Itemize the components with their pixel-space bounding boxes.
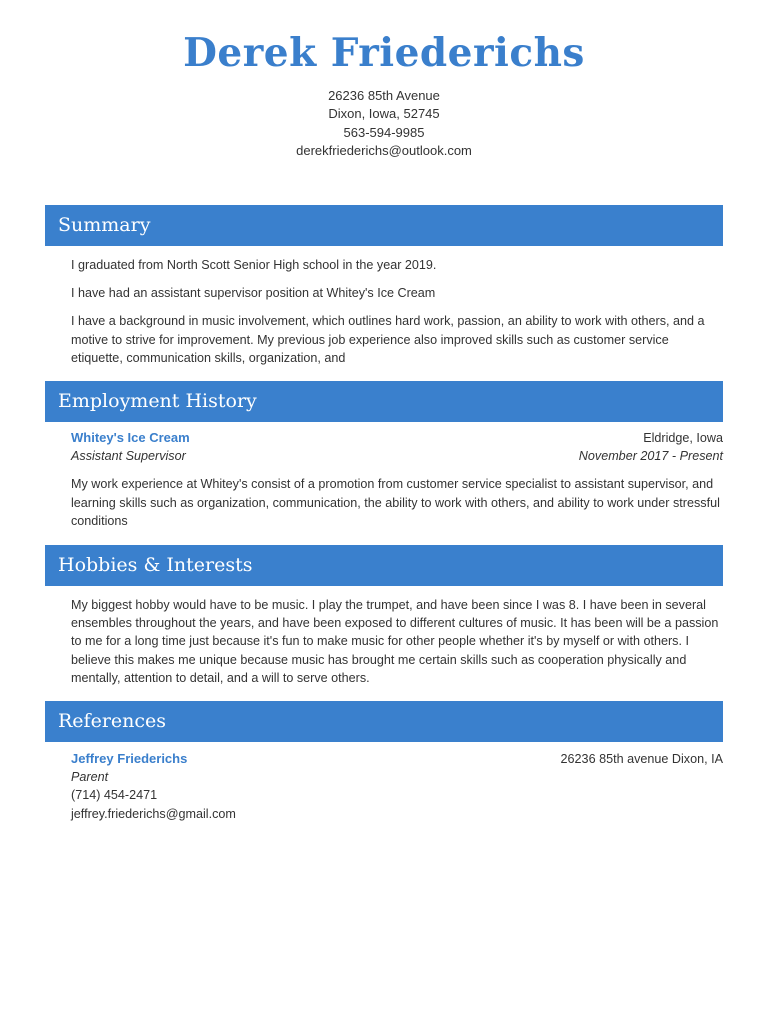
contact-block [0,87,768,160]
hobbies-content [71,596,723,697]
job-dates: November 2017 - Present [578,449,723,463]
candidate-name: Derek Friederichs [183,30,585,76]
reference-email: jeffrey.friederichs@gmail.com [71,806,236,821]
reference-phone: (714) 454-2471 [71,788,158,803]
reference-address: 26236 85th avenue Dixon, IA [560,752,723,766]
reference-name: Jeffrey Friederichs [71,751,188,766]
summary-paragraph: I have had an assistant supervisor position at Whitey's Ice Cream [71,286,436,301]
employment-entry [71,429,723,540]
references-heading: References [45,701,723,742]
contact-address: 26236 85th Avenue [328,88,440,103]
contact-email: derekfriederichs@outlook.com [296,142,472,158]
hobbies-heading: Hobbies & Interests [45,545,723,586]
summary-paragraph: I graduated from North Scott Senior High school in the year 2019. [71,258,437,272]
contact-phone: 563-594-9985 [343,124,425,140]
employment-heading: Employment History [45,381,723,422]
reference-relation: Parent [71,770,109,785]
summary-content [71,256,723,377]
reference-entry [71,750,723,823]
job-employer: Whitey's Ice Cream [71,430,190,445]
job-description: My work experience at Whitey's consist of a promotion from customer service specialist to assistant supervisor, and learning skills such as organization, communication, the ability to work with others, and ability to work under stressful conditions [71,477,720,528]
hobbies-text: My biggest hobby would have to be music. I play the trumpet, and have been since I was 8. I have been in several ensembles throughout the years, and have been exposed to different cultures of music. It has been will be a passion to me for a long time just because it's fun to make music for other people whether it's by myself or with others. I believe this makes me unique because music has brought me certain skills such as cooperation physically and mentally, attention to detail, and a will to serve others. [71,598,719,685]
summary-paragraph: I have a background in music involvement, which outlines hard work, passion, an ability to work with others, and a motive to strive for improvement. My previous job experience also improved skills such as customer service etiquette, communication skills, organization, and [71,314,705,365]
contact-city: Dixon, Iowa, 52745 [328,106,440,122]
job-title: Assistant Supervisor [71,449,186,464]
summary-heading: Summary [45,205,723,246]
job-location: Eldridge, Iowa [643,431,723,445]
